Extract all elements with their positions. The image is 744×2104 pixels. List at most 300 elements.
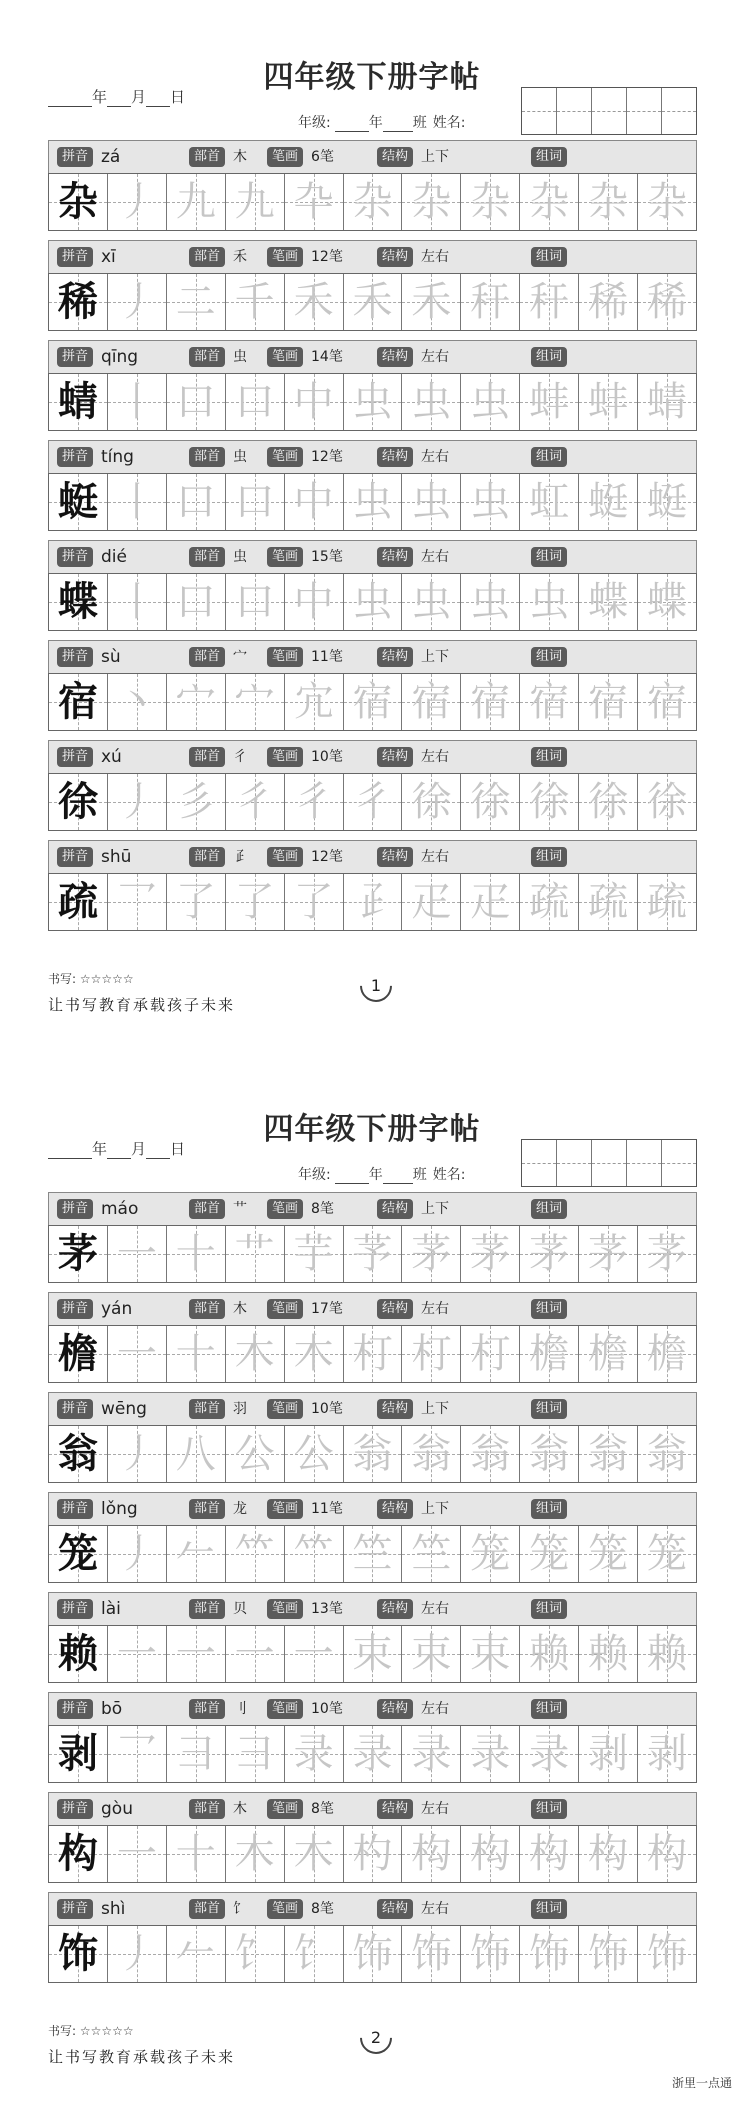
trace-cell[interactable] <box>402 1626 461 1682</box>
trace-cell[interactable] <box>402 274 461 330</box>
words-blank[interactable] <box>579 1697 689 1719</box>
structure-label: 结构 <box>377 147 413 167</box>
trace-cell[interactable] <box>167 1526 226 1582</box>
trace-cell[interactable] <box>226 1326 285 1382</box>
trace-cell[interactable] <box>344 1226 403 1282</box>
character-header <box>48 840 697 873</box>
radical-value: 木 <box>233 1801 247 1817</box>
trace-cell[interactable] <box>108 1426 167 1482</box>
words-blank[interactable] <box>579 1197 689 1219</box>
trace-cell[interactable] <box>402 1326 461 1382</box>
trace-cell[interactable] <box>226 674 285 730</box>
trace-cell[interactable] <box>167 274 226 330</box>
trace-cell[interactable] <box>579 1426 638 1482</box>
trace-cell[interactable] <box>167 874 226 930</box>
pinyin-label: 拼音 <box>57 1199 93 1219</box>
strokes-value: 17笔 <box>311 1301 343 1317</box>
name-box[interactable] <box>521 87 697 135</box>
trace-cell[interactable] <box>226 1426 285 1482</box>
name-box-cell[interactable] <box>662 88 696 134</box>
trace-cell[interactable] <box>108 1526 167 1582</box>
trace-cell[interactable] <box>226 574 285 630</box>
trace-cell[interactable] <box>344 1526 403 1582</box>
words-blank[interactable] <box>579 1597 689 1619</box>
radical-label: 部首 <box>189 1399 225 1419</box>
trace-cell[interactable] <box>226 1826 285 1882</box>
trace-cell[interactable] <box>167 474 226 530</box>
radical-value: 贝 <box>233 1601 247 1617</box>
trace-cell[interactable] <box>579 1326 638 1382</box>
trace-cell[interactable] <box>108 1826 167 1882</box>
trace-cell[interactable] <box>461 1926 520 1982</box>
structure-label: 结构 <box>377 1399 413 1419</box>
trace-cell[interactable] <box>226 1926 285 1982</box>
trace-cell[interactable] <box>402 474 461 530</box>
trace-cell[interactable] <box>344 374 403 430</box>
pinyin-value: xī <box>101 247 116 267</box>
trace-stroke: 录 <box>529 1731 570 1777</box>
words-label: 组词 <box>531 1199 567 1219</box>
trace-cell[interactable] <box>108 1726 167 1782</box>
trace-cell[interactable] <box>638 1726 696 1782</box>
trace-cell[interactable] <box>579 274 638 330</box>
words-blank[interactable] <box>579 1297 689 1319</box>
trace-cell[interactable] <box>108 674 167 730</box>
words-blank[interactable] <box>579 445 689 467</box>
trace-stroke: 彐 <box>234 1731 275 1777</box>
watermark: 浙里一点通 <box>671 2076 732 2090</box>
radical-label: 部首 <box>189 647 225 667</box>
strokes-value: 12笔 <box>311 449 343 465</box>
pinyin-value: yán <box>101 1299 133 1319</box>
character-header <box>48 1292 697 1325</box>
trace-stroke: 芋 <box>293 1231 334 1277</box>
trace-stroke: 丶 <box>116 679 157 725</box>
trace-cell[interactable] <box>638 574 696 630</box>
trace-cell[interactable] <box>167 1626 226 1682</box>
radical-label: 部首 <box>189 1699 225 1719</box>
trace-cell[interactable] <box>579 474 638 530</box>
trace-cell[interactable] <box>167 1326 226 1382</box>
trace-cell[interactable] <box>520 774 579 830</box>
trace-cell[interactable] <box>226 274 285 330</box>
trace-cell[interactable] <box>226 1226 285 1282</box>
trace-cell[interactable] <box>520 1626 579 1682</box>
pinyin-value: qīng <box>101 347 139 367</box>
trace-cell[interactable] <box>579 1526 638 1582</box>
trace-cell[interactable] <box>285 1626 344 1682</box>
trace-stroke: 公 <box>234 1431 275 1477</box>
trace-stroke: 饰 <box>470 1931 511 1977</box>
strokes-label: 笔画 <box>267 247 303 267</box>
trace-cell[interactable] <box>108 1226 167 1282</box>
structure-value: 左右 <box>421 349 449 365</box>
trace-stroke: 徐 <box>470 779 511 825</box>
trace-cell[interactable] <box>520 474 579 530</box>
trace-cell[interactable] <box>108 874 167 930</box>
grade-blank[interactable] <box>335 119 369 132</box>
trace-cell[interactable] <box>461 1726 520 1782</box>
name-box-cell[interactable] <box>522 88 557 134</box>
trace-cell[interactable] <box>167 574 226 630</box>
radical-label: 部首 <box>189 247 225 267</box>
date-month-blank[interactable] <box>107 92 131 107</box>
trace-cell[interactable] <box>344 774 403 830</box>
trace-stroke: 𥫗 <box>293 1531 334 1577</box>
structure-value: 上下 <box>421 1401 449 1417</box>
trace-cell[interactable] <box>402 1926 461 1982</box>
trace-cell[interactable] <box>638 1926 696 1982</box>
words-blank[interactable] <box>579 545 689 567</box>
trace-cell[interactable] <box>108 174 167 230</box>
trace-cell[interactable] <box>344 674 403 730</box>
trace-stroke: 檐 <box>647 1331 688 1377</box>
trace-stroke: 宿 <box>470 679 511 725</box>
trace-cell[interactable] <box>638 1326 696 1382</box>
trace-stroke: 翁 <box>647 1431 688 1477</box>
trace-cell[interactable] <box>344 1326 403 1382</box>
class-blank[interactable] <box>383 119 413 132</box>
words-blank[interactable] <box>579 145 689 167</box>
character-header <box>48 1892 697 1925</box>
trace-stroke: 剥 <box>588 1731 629 1777</box>
trace-cell[interactable] <box>108 374 167 430</box>
trace-cell[interactable] <box>285 1726 344 1782</box>
radical-label: 部首 <box>189 1899 225 1919</box>
trace-cell[interactable] <box>520 274 579 330</box>
trace-cell[interactable] <box>108 1326 167 1382</box>
name-box-cell[interactable] <box>592 88 627 134</box>
trace-stroke: 笼 <box>588 1531 629 1577</box>
words-blank[interactable] <box>579 345 689 367</box>
trace-cell[interactable] <box>402 1826 461 1882</box>
trace-stroke: 十 <box>175 1331 216 1377</box>
trace-stroke: 秆 <box>470 279 511 325</box>
trace-cell[interactable] <box>167 674 226 730</box>
trace-cell[interactable] <box>285 674 344 730</box>
date-day-blank[interactable] <box>146 92 170 107</box>
trace-cell[interactable] <box>108 1926 167 1982</box>
words-label: 组词 <box>531 1799 567 1819</box>
trace-stroke: 九 <box>175 179 216 225</box>
trace-cell[interactable] <box>461 1426 520 1482</box>
trace-cell[interactable] <box>285 874 344 930</box>
trace-cell[interactable] <box>461 474 520 530</box>
words-blank[interactable] <box>579 245 689 267</box>
trace-cell[interactable] <box>520 174 579 230</box>
strokes-label: 笔画 <box>267 147 303 167</box>
trace-cell[interactable] <box>461 1226 520 1282</box>
trace-cell[interactable] <box>461 1326 520 1382</box>
trace-cell[interactable] <box>520 1926 579 1982</box>
trace-cell[interactable] <box>285 1926 344 1982</box>
trace-stroke: 彳 <box>293 779 334 825</box>
trace-cell[interactable] <box>461 574 520 630</box>
words-blank[interactable] <box>579 845 689 867</box>
strokes-value: 15笔 <box>311 549 343 565</box>
words-label: 组词 <box>531 1899 567 1919</box>
trace-stroke: 乛 <box>116 879 157 925</box>
radical-label: 部首 <box>189 1199 225 1219</box>
trace-cell[interactable] <box>638 1826 696 1882</box>
trace-cell[interactable] <box>226 1726 285 1782</box>
class-blank[interactable] <box>383 1171 413 1184</box>
trace-cell[interactable] <box>285 574 344 630</box>
trace-cell[interactable] <box>638 774 696 830</box>
trace-stroke: 口 <box>234 579 275 625</box>
trace-cell[interactable] <box>638 474 696 530</box>
grade-blank[interactable] <box>335 1171 369 1184</box>
trace-cell[interactable] <box>167 774 226 830</box>
trace-cell[interactable] <box>285 1826 344 1882</box>
pinyin-value: tíng <box>101 447 134 467</box>
trace-cell[interactable] <box>579 1626 638 1682</box>
strokes-label: 笔画 <box>267 747 303 767</box>
trace-cell[interactable] <box>344 574 403 630</box>
trace-stroke: 杂 <box>588 179 629 225</box>
trace-cell[interactable] <box>108 274 167 330</box>
trace-stroke: 构 <box>411 1831 452 1877</box>
trace-cell[interactable] <box>638 1426 696 1482</box>
pinyin-label: 拼音 <box>57 247 93 267</box>
trace-cell[interactable] <box>579 674 638 730</box>
trace-cell[interactable] <box>520 1826 579 1882</box>
trace-cell[interactable] <box>638 1626 696 1682</box>
trace-cell[interactable] <box>167 1926 226 1982</box>
trace-cell[interactable] <box>520 1226 579 1282</box>
trace-cell[interactable] <box>402 574 461 630</box>
trace-cell[interactable] <box>638 1226 696 1282</box>
words-blank[interactable] <box>579 1397 689 1419</box>
trace-cell[interactable] <box>638 674 696 730</box>
trace-cell[interactable] <box>402 174 461 230</box>
model-character: 饰 <box>57 1930 98 1977</box>
trace-cell[interactable] <box>520 1726 579 1782</box>
strokes-label: 笔画 <box>267 1199 303 1219</box>
trace-cell[interactable] <box>461 674 520 730</box>
trace-cell[interactable] <box>285 1226 344 1282</box>
trace-cell[interactable] <box>344 1926 403 1982</box>
strokes-label: 笔画 <box>267 1599 303 1619</box>
trace-cell[interactable] <box>579 874 638 930</box>
trace-cell[interactable] <box>108 774 167 830</box>
date-year-blank[interactable] <box>48 1144 92 1159</box>
words-blank[interactable] <box>579 645 689 667</box>
trace-cell[interactable] <box>402 1526 461 1582</box>
trace-stroke: 翁 <box>352 1431 393 1477</box>
trace-cell[interactable] <box>402 374 461 430</box>
trace-cell[interactable] <box>461 374 520 430</box>
name-box-cell[interactable] <box>557 88 592 134</box>
trace-stroke: 彡 <box>175 779 216 825</box>
trace-cell[interactable] <box>344 1626 403 1682</box>
practice-grid <box>48 373 697 431</box>
trace-cell[interactable] <box>520 374 579 430</box>
class-label: 班 <box>412 115 427 131</box>
trace-cell[interactable] <box>167 1726 226 1782</box>
pinyin-value: lǒng <box>101 1499 138 1519</box>
trace-cell[interactable] <box>402 1726 461 1782</box>
pinyin-label: 拼音 <box>57 1399 93 1419</box>
practice-grid <box>48 1825 697 1883</box>
trace-stroke: 蚌 <box>529 379 570 425</box>
character-block <box>48 1392 697 1483</box>
character-header <box>48 1492 697 1525</box>
model-character: 剥 <box>57 1730 98 1777</box>
name-box[interactable] <box>521 1139 697 1187</box>
trace-cell[interactable] <box>344 174 403 230</box>
trace-cell[interactable] <box>461 1826 520 1882</box>
trace-cell[interactable] <box>579 374 638 430</box>
trace-cell[interactable] <box>638 374 696 430</box>
trace-cell[interactable] <box>167 1426 226 1482</box>
model-character-cell <box>49 474 108 530</box>
trace-stroke: 一 <box>234 1631 275 1677</box>
trace-cell[interactable] <box>167 1226 226 1282</box>
trace-cell[interactable] <box>344 1826 403 1882</box>
trace-cell[interactable] <box>285 1426 344 1482</box>
name-box-cell[interactable] <box>592 1140 627 1186</box>
trace-cell[interactable] <box>402 874 461 930</box>
words-blank[interactable] <box>579 1897 689 1919</box>
name-box-cell[interactable] <box>522 1140 557 1186</box>
trace-cell[interactable] <box>108 1626 167 1682</box>
trace-cell[interactable] <box>638 874 696 930</box>
trace-cell[interactable] <box>344 874 403 930</box>
trace-cell[interactable] <box>461 274 520 330</box>
trace-cell[interactable] <box>461 774 520 830</box>
trace-cell[interactable] <box>344 274 403 330</box>
trace-cell[interactable] <box>344 1426 403 1482</box>
trace-cell[interactable] <box>285 274 344 330</box>
date-month-blank[interactable] <box>107 1144 131 1159</box>
trace-cell[interactable] <box>108 474 167 530</box>
trace-cell[interactable] <box>167 374 226 430</box>
pinyin-value: shì <box>101 1899 126 1919</box>
trace-cell[interactable] <box>579 174 638 230</box>
trace-cell[interactable] <box>461 1526 520 1582</box>
trace-cell[interactable] <box>579 574 638 630</box>
trace-cell[interactable] <box>226 374 285 430</box>
trace-cell[interactable] <box>226 774 285 830</box>
structure-label: 结构 <box>377 1499 413 1519</box>
trace-cell[interactable] <box>108 574 167 630</box>
trace-cell[interactable] <box>579 1726 638 1782</box>
trace-cell[interactable] <box>285 174 344 230</box>
date-day-blank[interactable] <box>146 1144 170 1159</box>
practice-grid <box>48 1725 697 1783</box>
trace-cell[interactable] <box>461 874 520 930</box>
date-day-label: 日 <box>170 88 186 106</box>
words-blank[interactable] <box>579 1497 689 1519</box>
name-box-cell[interactable] <box>557 1140 592 1186</box>
name-label: 姓名: <box>432 115 466 131</box>
structure-label: 结构 <box>377 247 413 267</box>
trace-cell[interactable] <box>638 274 696 330</box>
trace-cell[interactable] <box>579 1226 638 1282</box>
trace-cell[interactable] <box>520 874 579 930</box>
trace-cell[interactable] <box>285 1326 344 1382</box>
trace-cell[interactable] <box>402 774 461 830</box>
character-block <box>48 740 697 831</box>
character-header <box>48 1592 697 1625</box>
trace-cell[interactable] <box>461 174 520 230</box>
trace-stroke: 竺 <box>411 1531 452 1577</box>
trace-cell[interactable] <box>520 574 579 630</box>
trace-cell[interactable] <box>520 1526 579 1582</box>
trace-cell[interactable] <box>579 774 638 830</box>
name-box-cell[interactable] <box>627 88 662 134</box>
trace-stroke: 蝶 <box>588 579 629 625</box>
page-number-badge <box>353 2015 398 2060</box>
practice-grid <box>48 1425 697 1483</box>
trace-stroke: 朾 <box>352 1331 393 1377</box>
trace-cell[interactable] <box>226 1526 285 1582</box>
pinyin-value: gòu <box>101 1799 133 1819</box>
trace-cell[interactable] <box>638 174 696 230</box>
trace-cell[interactable] <box>167 1826 226 1882</box>
character-header <box>48 1392 697 1425</box>
radical-value: 龙 <box>233 1501 247 1517</box>
trace-stroke: 中 <box>293 579 334 625</box>
trace-cell[interactable] <box>285 774 344 830</box>
trace-cell[interactable] <box>226 1626 285 1682</box>
trace-cell[interactable] <box>461 1626 520 1682</box>
trace-cell[interactable] <box>285 474 344 530</box>
model-character-cell <box>49 374 108 430</box>
trace-cell[interactable] <box>344 474 403 530</box>
trace-cell[interactable] <box>520 674 579 730</box>
trace-cell[interactable] <box>167 174 226 230</box>
practice-grid <box>48 1525 697 1583</box>
structure-value: 左右 <box>421 1901 449 1917</box>
trace-stroke: 徐 <box>647 779 688 825</box>
trace-cell[interactable] <box>402 1226 461 1282</box>
date-year-blank[interactable] <box>48 92 92 107</box>
trace-cell[interactable] <box>520 1326 579 1382</box>
grade-label: 年级: <box>298 115 331 131</box>
trace-stroke: 翁 <box>529 1431 570 1477</box>
trace-stroke: 檐 <box>588 1331 629 1377</box>
trace-cell[interactable] <box>579 1826 638 1882</box>
pinyin-value: shū <box>101 847 132 867</box>
trace-stroke: 赖 <box>647 1631 688 1677</box>
character-block <box>48 240 697 331</box>
trace-stroke: 构 <box>588 1831 629 1877</box>
trace-cell[interactable] <box>402 1426 461 1482</box>
trace-cell[interactable] <box>579 1926 638 1982</box>
trace-cell[interactable] <box>226 874 285 930</box>
words-blank[interactable] <box>579 745 689 767</box>
trace-cell[interactable] <box>285 1526 344 1582</box>
slogan: 让书写教育承载孩子未来 <box>48 996 236 1014</box>
trace-cell[interactable] <box>402 674 461 730</box>
radical-value: 艹 <box>233 1201 247 1217</box>
trace-cell[interactable] <box>520 1426 579 1482</box>
trace-cell[interactable] <box>226 174 285 230</box>
practice-grid <box>48 773 697 831</box>
trace-cell[interactable] <box>638 1526 696 1582</box>
trace-cell[interactable] <box>226 474 285 530</box>
trace-stroke: 𥫗 <box>234 1531 275 1577</box>
name-box-cell[interactable] <box>627 1140 662 1186</box>
trace-cell[interactable] <box>344 1726 403 1782</box>
trace-cell[interactable] <box>285 374 344 430</box>
pinyin-label: 拼音 <box>57 547 93 567</box>
words-blank[interactable] <box>579 1797 689 1819</box>
name-box-cell[interactable] <box>662 1140 696 1186</box>
trace-stroke: 蚌 <box>588 379 629 425</box>
